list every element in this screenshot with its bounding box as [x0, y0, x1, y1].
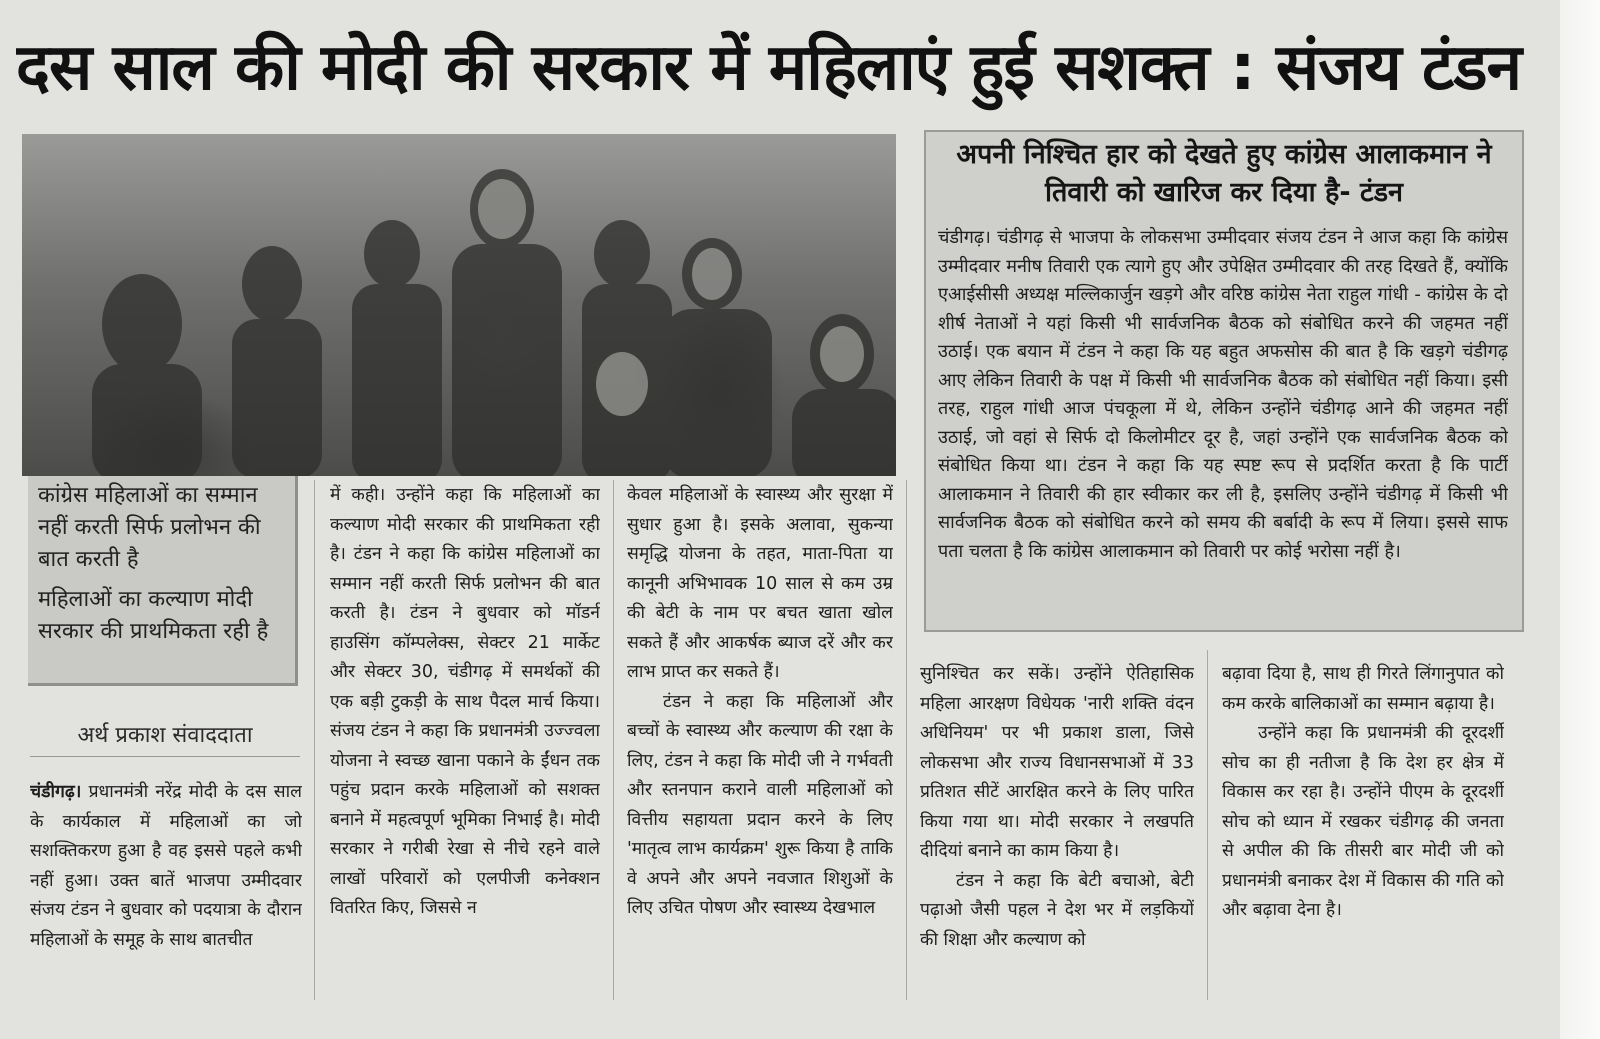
crowd-photo-illustration — [22, 134, 896, 476]
page-edge — [1560, 0, 1600, 1039]
dateline: चंडीगढ़। — [30, 782, 82, 802]
column-rule — [906, 480, 907, 1000]
sidebar-body: चंडीगढ़। चंडीगढ़ से भाजपा के लोकसभा उम्मीदवार संजय टंडन ने आज कहा कि कांग्रेस उम्मीदवार मनीष तिवारी एक त्यागे हुए और उपेक्षित उम्मीदवार की तरह दिखते हैं, क्योंकि एआईसीसी अध्यक्ष मल्लिकार्जुन खड़गे और वरिष्ठ कांग्रेस नेता राहुल गांधी - कांग्रेस के दो शीर्ष नेताओं ने यहां किसी भी सार्वजनिक बैठक को संबोधित करने की जहमत नहीं उठाई। एक बयान में टंडन ने कहा कि यह बहुत अफसोस की बात है कि खड़गे चंडीगढ़ आए लेकिन तिवारी के पक्ष में किसी भी सार्वजनिक बैठक को संबोधित नहीं किया। इसी तरह, राहुल गांधी आज पंचकूला में थे, लेकिन उन्होंने चंडीगढ़ आने की जहमत नहीं उठाई, जो वहां से सिर्फ दो किलोमीटर दूर है, जहां उन्होंने एक सार्वजनिक बैठक को संबोधित किया था। टंडन ने कहा कि यह स्पष्ट रूप से प्रदर्शित करता है कि पार्टी आलाकमान ने तिवारी की हार स्वीकार कर ली है, इसलिए उन्होंने चंडीगढ़ में किसी भी सार्वजनिक बैठक को संबोधित करने को समय की बर्बादी के रूप में लिया। इससे साफ पता चलता है कि कांग्रेस आलाकमान को तिवारी पर कोई भरोसा नहीं है। — [938, 227, 1508, 562]
column-3-para-1: केवल महिलाओं के स्वास्थ्य और सुरक्षा में सुधार हुआ है। इसके अलावा, सुकन्या समृद्धि योजना के तहत, माता-पिता या कानूनी अभिभावक 10 साल से कम उम्र की बेटी के नाम पर बचत खाता खोल सकते हैं और आकर्षक ब्याज दरें और कर लाभ प्राप्त कर सकते हैं। — [627, 485, 893, 682]
highlight-1: कांग्रेस महिलाओं का सम्मान नहीं करती सिर्फ प्रलोभन की बात करती है — [38, 483, 261, 572]
column-5-para-2: उन्होंने कहा कि प्रधानमंत्री की दूरदर्शी सोच का ही नतीजा है कि देश हर क्षेत्र में विकास कर रहा है। उन्होंने पीएम के दूरदर्शी सोच को ध्यान में रखकर चंडीगढ़ की जनता से अपील की कि तीसरी बार मोदी जी को प्रधानमंत्री बनाकर देश में विकास की गति को और बढ़ावा देना है। — [1222, 723, 1504, 920]
sidebar-story — [924, 130, 1524, 632]
column-2-text: में कही। उन्होंने कहा कि महिलाओं का कल्याण मोदी सरकार की प्राथमिकता रही है। टंडन ने कहा कि कांग्रेस महिलाओं का सम्मान नहीं करती सिर्फ प्रलोभन की बात करती है। टंडन ने बुधवार को मॉडर्न हाउसिंग कॉम्पलेक्स, सेक्टर 21 मार्केट और सेक्टर 30, चंडीगढ़ में समर्थकों की एक बड़ी टुकड़ी के साथ पैदल मार्च किया। संजय टंडन ने कहा कि प्रधानमंत्री उज्ज्वला योजना ने स्वच्छ खाना पकाने के ईंधन तक पहुंच प्रदान करके महिलाओं को सशक्त बनाने में महत्वपूर्ण भूमिका निभाई है। मोदी सरकार ने गरीबी रेखा से नीचे रहने वाले लाखों परिवारों को एलपीजी कनेक्शन वितरित किए, जिससे न — [330, 485, 600, 918]
article-column-1 — [30, 778, 302, 1000]
article-column-3 — [627, 481, 893, 1000]
column-4-para-2: टंडन ने कहा कि बेटी बचाओ, बेटी पढ़ाओ जैसी पहल ने देश भर में लड़कियों की शिक्षा और कल्याण को — [920, 870, 1194, 950]
highlight-2: महिलाओं का कल्याण मोदी सरकार की प्राथमिकता रही है — [38, 587, 269, 644]
sidebar-headline: अपनी निश्चित हार को देखते हुए कांग्रेस आलाकमान ने तिवारी को खारिज कर दिया है- टंडन — [956, 139, 1492, 208]
column-rule — [1207, 650, 1208, 1000]
column-rule — [613, 480, 614, 1000]
article-column-4 — [920, 660, 1194, 1000]
column-4-para-1: सुनिश्चित कर सकें। उन्होंने ऐतिहासिक महिला आरक्षण विधेयक 'नारी शक्ति वंदन अधिनियम' पर भी प्रकाश डाला, जिसे लोकसभा और राज्य विधानसभाओं में 33 प्रतिशत सीटें आरक्षित करने के लिए पारित किया गया था। मोदी सरकार ने लखपति दीदियां बनाने का काम किया है। — [920, 664, 1194, 861]
article-column-2 — [330, 481, 600, 1000]
column-5-para-1: बढ़ावा दिया है, साथ ही गिरते लिंगानुपात को कम करके बालिकाओं का सम्मान बढ़ाया है। — [1222, 664, 1504, 714]
news-photo — [22, 134, 896, 476]
column-3-para-2: टंडन ने कहा कि महिलाओं और बच्चों के स्वास्थ्य और कल्याण की रक्षा के लिए, टंडन ने कहा कि मोदी जी ने गर्भवती और स्तनपान कराने वाली महिलाओं को वित्तीय सहायता प्रदान करने के लिए 'मातृत्व लाभ कार्यक्रम' शुरू किया है ताकि वे अपने और अपने नवजात शिशुओं के लिए उचित पोषण और स्वास्थ्य देखभाल — [627, 691, 893, 918]
column-rule — [314, 480, 315, 1000]
highlight-box — [28, 476, 298, 686]
byline: अर्थ प्रकाश संवाददाता — [30, 716, 300, 757]
column-1-text: प्रधानमंत्री नरेंद्र मोदी के दस साल के कार्यकाल में महिलाओं का जो सशक्तिकरण हुआ है वह इससे पहले कभी नहीं हुआ। उक्त बातें भाजपा उम्मीदवार संजय टंडन ने बुधवार को पदयात्रा के दौरान महिलाओं के समूह के साथ बातचीत — [30, 782, 302, 950]
article-column-5 — [1222, 660, 1504, 1000]
headline: दस साल की मोदी की सरकार में महिलाएं हुई सशक्त : संजय टंडन — [16, 31, 1521, 105]
